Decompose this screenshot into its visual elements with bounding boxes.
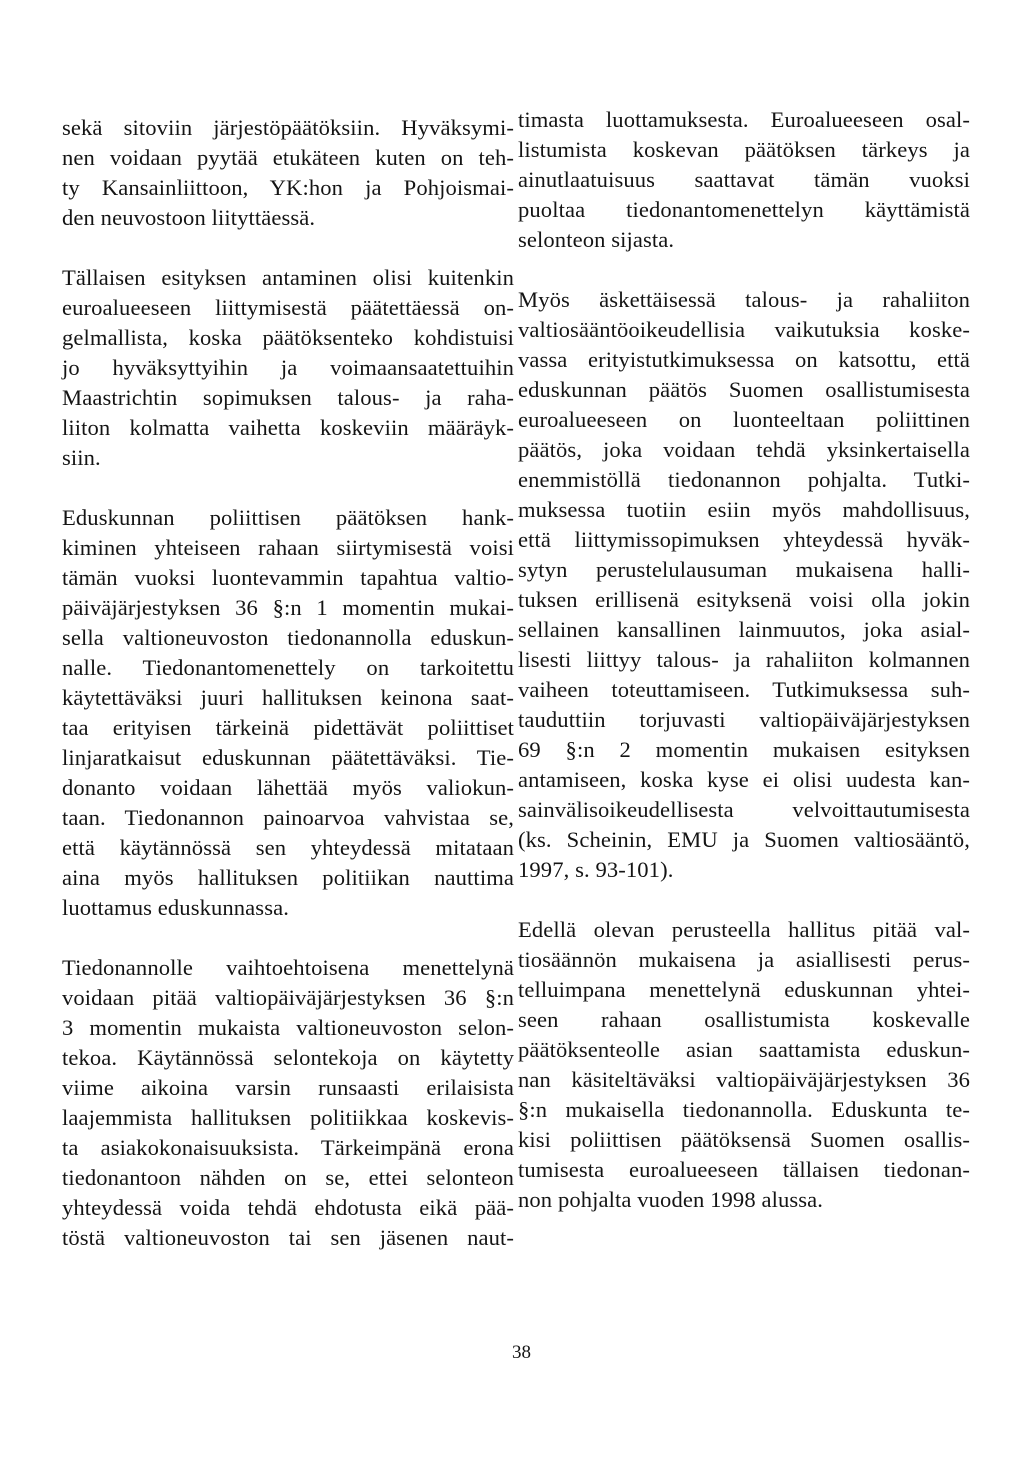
text-line: nen voidaan pyytää etukäteen kuten on teh- <box>62 145 514 170</box>
left-column <box>62 113 514 1253</box>
text-line: sainvälisoikeudellisesta velvoittautumisesta <box>518 797 970 822</box>
text-line: (ks. Scheinin, EMU ja Suomen valtiosääntö, <box>518 827 970 852</box>
text-line: nan käsiteltäväksi valtiopäiväjärjestyksen 36 <box>518 1067 970 1092</box>
text-line: valtiosääntöoikeudellisia vaikutuksia koske- <box>518 317 970 342</box>
text-line: vassa erityistutkimuksessa on katsottu, että <box>518 347 970 372</box>
text-line: non pohjalta vuoden 1998 alussa. <box>518 1187 824 1212</box>
paragraph <box>62 953 514 1253</box>
text-line: tämän vuoksi luontevammin tapahtua valtio- <box>62 565 514 590</box>
text-line: että käytännössä sen yhteydessä mitataan <box>62 835 514 860</box>
text-line: tumisesta euroalueeseen tällaisen tiedonan- <box>518 1157 970 1182</box>
text-line: sella valtioneuvoston tiedonannolla eduskun- <box>62 625 514 650</box>
text-line: Tiedonannolle vaihtoehtoisena menettelynä <box>62 955 514 980</box>
text-line: antamiseen, koska kyse ei olisi uudesta kan- <box>518 767 970 792</box>
text-line: voidaan pitää valtiopäiväjärjestyksen 36 §:n <box>62 985 514 1010</box>
text-line: sytyn perustelulausuman mukaisena halli- <box>518 557 970 582</box>
text-line: 1997, s. 93-101). <box>518 857 674 882</box>
text-line: liiton kolmatta vaihetta koskeviin määräyk- <box>62 415 514 440</box>
text-line: päätös, joka voidaan tehdä yksinkertaisella <box>518 437 970 462</box>
text-line: luottamus eduskunnassa. <box>62 895 289 920</box>
text-line: 3 momentin mukaista valtioneuvoston selon- <box>62 1015 514 1040</box>
text-line: siin. <box>62 445 101 470</box>
paragraph-gap <box>518 255 970 285</box>
paragraph-gap <box>518 885 970 915</box>
paragraph <box>62 113 514 233</box>
paragraph <box>518 915 970 1215</box>
text-line: Eduskunnan poliittisen päätöksen hank- <box>62 505 514 530</box>
paragraph-gap <box>62 233 514 263</box>
text-line: käytettäväksi juuri hallituksen keinona saat- <box>62 685 514 710</box>
text-line: muksessa tuotiin esiin myös mahdollisuus, <box>518 497 970 522</box>
text-line: 69 §:n 2 momentin mukaisen esityksen <box>518 737 970 762</box>
text-line: eduskunnan päätös Suomen osallistumisesta <box>518 377 970 402</box>
text-line: euroalueeseen on luonteeltaan poliittinen <box>518 407 970 432</box>
text-line: kiminen yhteiseen rahaan siirtymisestä voisi <box>62 535 514 560</box>
paragraph-gap <box>62 923 514 953</box>
text-line: jo hyväksyttyihin ja voimaansaatettuihin <box>62 355 514 380</box>
text-line: linjaratkaisut eduskunnan päätettäväksi. Tie- <box>62 745 514 770</box>
right-column <box>518 105 970 1215</box>
paragraph-gap <box>62 473 514 503</box>
text-line: listumista koskevan päätöksen tärkeys ja <box>518 137 970 162</box>
text-line: viime aikoina varsin runsaasti erilaisista <box>62 1075 514 1100</box>
text-line: ainutlaatuisuus saattavat tämän vuoksi <box>518 167 970 192</box>
text-line: Maastrichtin sopimuksen talous- ja raha- <box>62 385 514 410</box>
paragraph <box>518 285 970 885</box>
text-line: tiosäännön mukaisena ja asiallisesti perus- <box>518 947 970 972</box>
text-line: kisi poliittisen päätöksensä Suomen osallis- <box>518 1127 970 1152</box>
text-line: aina myös hallituksen politiikan nauttima <box>62 865 514 890</box>
text-line: tuksen erillisenä esityksenä voisi olla jokin <box>518 587 970 612</box>
text-line: puoltaa tiedonantomenettelyn käyttämistä <box>518 197 970 222</box>
text-line: taan. Tiedonannon painoarvoa vahvistaa se, <box>62 805 514 830</box>
text-line: laajemmista hallituksen politiikkaa koskevis- <box>62 1105 514 1130</box>
page-number: 38 <box>512 1342 531 1363</box>
text-line: päätöksenteolle asian saattamista eduskun- <box>518 1037 970 1062</box>
paragraph <box>518 105 970 255</box>
text-line: yhteydessä voida tehdä ehdotusta eikä pää- <box>62 1195 514 1220</box>
text-line: Myös äskettäisessä talous- ja rahaliiton <box>518 287 970 312</box>
text-line: töstä valtioneuvoston tai sen jäsenen naut- <box>62 1225 514 1250</box>
paragraph <box>62 503 514 923</box>
text-line: Edellä olevan perusteella hallitus pitää val- <box>518 917 970 942</box>
text-line: timasta luottamuksesta. Euroalueeseen osal- <box>518 107 970 132</box>
text-line: seen rahaan osallistumista koskevalle <box>518 1007 970 1032</box>
text-line: telluimpana menettelynä eduskunnan yhtei- <box>518 977 970 1002</box>
text-line: den neuvostoon liityttäessä. <box>62 205 316 230</box>
text-line: Tällaisen esityksen antaminen olisi kuitenkin <box>62 265 514 290</box>
text-line: sellainen kansallinen lainmuutos, joka asial- <box>518 617 970 642</box>
text-line: vaiheen toteuttamiseen. Tutkimuksessa suh- <box>518 677 970 702</box>
text-line: taa erityisen tärkeinä pidettävät poliittiset <box>62 715 514 740</box>
text-line: euroalueeseen liittymisestä päätettäessä on- <box>62 295 514 320</box>
text-line: että liittymissopimuksen yhteydessä hyväk- <box>518 527 970 552</box>
text-line: sekä sitoviin järjestöpäätöksiin. Hyväksymi- <box>62 115 514 140</box>
text-line: tiedonantoon nähden on se, ettei selonteon <box>62 1165 514 1190</box>
text-line: enemmistöllä tiedonannon pohjalta. Tutki- <box>518 467 970 492</box>
text-line: päiväjärjestyksen 36 §:n 1 momentin mukai- <box>62 595 514 620</box>
text-line: §:n mukaisella tiedonannolla. Eduskunta te- <box>518 1097 970 1122</box>
text-line: lisesti liittyy talous- ja rahaliiton kolmannen <box>518 647 970 672</box>
text-line: ty Kansainliittoon, YK:hon ja Pohjoismai- <box>62 175 514 200</box>
text-line: selonteon sijasta. <box>518 227 675 252</box>
text-line: donanto voidaan lähettää myös valiokun- <box>62 775 514 800</box>
text-line: tauduttiin torjuvasti valtiopäiväjärjestyksen <box>518 707 970 732</box>
text-line: nalle. Tiedonantomenettely on tarkoitettu <box>62 655 514 680</box>
text-line: ta asiakokonaisuuksista. Tärkeimpänä erona <box>62 1135 514 1160</box>
text-line: tekoa. Käytännössä selontekoja on käytetty <box>62 1045 514 1070</box>
text-line: gelmallista, koska päätöksenteko kohdistuisi <box>62 325 514 350</box>
paragraph <box>62 263 514 473</box>
